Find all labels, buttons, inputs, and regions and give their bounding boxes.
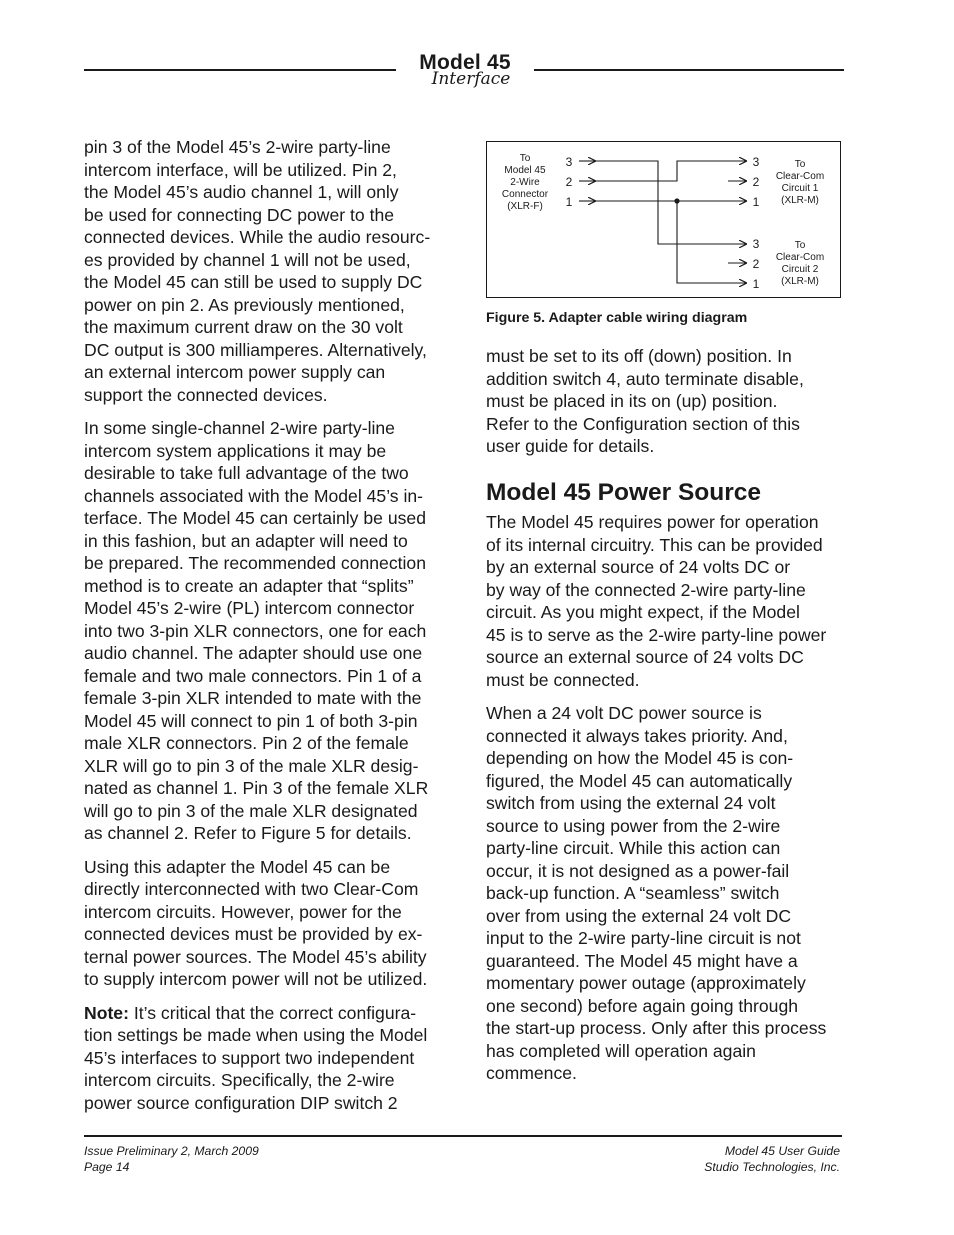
dest2-pin: 3 bbox=[752, 237, 760, 251]
text-line: male XLR connectors. Pin 2 of the female bbox=[84, 733, 409, 753]
text-line: channels associated with the Model 45’s in- bbox=[84, 485, 424, 506]
source-label-line: Model 45 bbox=[504, 165, 546, 176]
paragraph bbox=[486, 345, 854, 458]
text-line: an external intercom power supply can bbox=[84, 362, 386, 382]
text-line: desirable to take full advantage of the two bbox=[84, 463, 409, 483]
dest1-pin: 2 bbox=[752, 175, 760, 189]
text-line: Refer to the Configuration section of this bbox=[486, 413, 800, 434]
power-source-section bbox=[486, 511, 856, 1096]
text-line: back-up function. A “seamless” switch bbox=[486, 883, 780, 903]
figure-caption: Figure 5. Adapter cable wiring diagram bbox=[486, 310, 748, 326]
wire-pin1-branch bbox=[677, 201, 746, 283]
text-line: input to the 2-wire party-line circuit is not bbox=[486, 928, 801, 948]
wire-pin3 bbox=[595, 161, 746, 244]
source-label-line: Connector bbox=[501, 189, 549, 200]
text-line: will go to pin 3 of the male XLR designated bbox=[84, 800, 418, 821]
text-line: The Model 45 requires power for operation bbox=[486, 512, 819, 532]
text-line: terface. The Model 45 can certainly be used bbox=[84, 508, 426, 528]
paragraph bbox=[84, 856, 458, 991]
text-line: momentary power outage (approximately bbox=[486, 973, 806, 993]
text-line: has completed will operation again bbox=[486, 1040, 756, 1061]
source-label-line: (XLR-F) bbox=[507, 201, 543, 212]
guide-title: Model 45 User Guide bbox=[724, 1144, 840, 1158]
text-line: as channel 2. Refer to Figure 5 for details. bbox=[84, 823, 412, 843]
text-line: must be placed in its on (up) position. bbox=[486, 391, 778, 411]
text-line: circuit. As you might expect, if the Model bbox=[486, 602, 800, 622]
text-line: 45 is to serve as the 2-wire party-line power bbox=[486, 624, 827, 645]
dest2-pin: 2 bbox=[752, 257, 760, 271]
text-line: Using this adapter the Model 45 can be bbox=[84, 856, 391, 877]
page-number: Page 14 bbox=[84, 1160, 130, 1174]
text-line: source to using power from the 2-wire bbox=[486, 815, 781, 836]
dest2-label-line: To bbox=[794, 240, 806, 251]
source-pin: 2 bbox=[565, 175, 573, 189]
note-text: It’s critical that the correct configura- bbox=[128, 1002, 417, 1023]
text-line: addition switch 4, auto terminate disable, bbox=[486, 368, 804, 389]
dest2-label-line: Circuit 2 bbox=[781, 264, 819, 275]
text-line: intercom circuits. Specifically, the 2-wire bbox=[84, 1070, 395, 1090]
dest1-pin: 1 bbox=[752, 195, 760, 209]
footer-rule bbox=[84, 1135, 842, 1137]
text-line: guaranteed. The Model 45 might have a bbox=[486, 950, 798, 971]
text-line: source an external source of 24 volts DC bbox=[486, 647, 804, 667]
text-line: into two 3-pin XLR connectors, one for each bbox=[84, 620, 427, 641]
text-line: intercom interface, will be utilized. Pin 2, bbox=[84, 159, 397, 180]
header-title: Model 45 bbox=[419, 51, 511, 74]
text-line: the Model 45’s audio channel 1, will only bbox=[84, 182, 399, 202]
dest1-pin: 3 bbox=[752, 155, 760, 169]
text-line: figured, the Model 45 can automatically bbox=[486, 770, 793, 791]
text-line: power on pin 2. As previously mentioned, bbox=[84, 294, 405, 315]
text-line: party-line circuit. While this action can bbox=[486, 838, 781, 858]
junction-dot bbox=[674, 198, 679, 203]
text-line: the maximum current draw on the 30 volt bbox=[84, 317, 403, 337]
text-line: in this fashion, but an adapter will need to bbox=[84, 530, 408, 551]
text-line: Model 45 will connect to pin 1 of both 3-pin bbox=[84, 710, 418, 731]
dest1-label-line: (XLR-M) bbox=[781, 195, 819, 206]
text-line: connected it always takes priority. And, bbox=[486, 725, 788, 746]
text-line: must be connected. bbox=[486, 669, 640, 690]
footer-left bbox=[84, 1143, 259, 1175]
text-line: ternal power sources. The Model 45’s ability bbox=[84, 946, 427, 967]
text-line: pin 3 of the Model 45’s 2-wire party-line bbox=[84, 137, 391, 157]
text-line: switch from using the external 24 volt bbox=[486, 793, 776, 813]
text-line: must be set to its off (down) position. In bbox=[486, 346, 792, 366]
issue-text: Issue Preliminary 2, March 2009 bbox=[84, 1144, 259, 1158]
text-line: by way of the connected 2-wire party-line bbox=[486, 579, 806, 600]
paragraph bbox=[486, 511, 856, 691]
text-line: of its internal circuitry. This can be provided bbox=[486, 534, 823, 555]
wire-pin2 bbox=[595, 161, 746, 181]
paragraph bbox=[486, 702, 856, 1085]
text-line: audio channel. The adapter should use one bbox=[84, 643, 423, 663]
paragraph bbox=[84, 417, 458, 845]
footer-right bbox=[704, 1143, 840, 1175]
text-line: DC output is 300 milliamperes. Alternatively, bbox=[84, 339, 427, 360]
text-line: over from using the external 24 volt DC bbox=[486, 905, 792, 926]
text-line: female 3-pin XLR intended to mate with the bbox=[84, 688, 422, 708]
text-line: female and two male connectors. Pin 1 of a bbox=[84, 665, 422, 686]
text-line: XLR will go to pin 3 of the male XLR desig- bbox=[84, 755, 419, 776]
text-line: connected devices must be provided by ex- bbox=[84, 924, 423, 944]
header-rule-left bbox=[84, 69, 396, 71]
text-line: power source configuration DIP switch 2 bbox=[84, 1092, 398, 1113]
wiring-diagram-svg bbox=[487, 142, 842, 299]
text-line: intercom system applications it may be bbox=[84, 440, 387, 461]
dest1-label-line: To bbox=[794, 159, 806, 170]
header-logo bbox=[396, 52, 534, 87]
text-line: the start-up process. Only after this process bbox=[486, 1018, 827, 1038]
text-line: be prepared. The recommended connection bbox=[84, 553, 426, 573]
text-line: by an external source of 24 volts DC or bbox=[486, 557, 791, 577]
dest1-label-line: Circuit 1 bbox=[781, 183, 819, 194]
wiring-diagram bbox=[486, 141, 841, 298]
source-pin: 1 bbox=[565, 195, 573, 209]
dest2-label-line: (XLR-M) bbox=[781, 276, 819, 287]
source-label-line: 2-Wire bbox=[510, 177, 540, 188]
text-line: occur, it is not designed as a power-fail bbox=[486, 860, 790, 881]
section-heading: Model 45 Power Source bbox=[486, 479, 762, 506]
text-line: depending on how the Model 45 is con- bbox=[486, 748, 794, 768]
text-line: 45’s interfaces to support two independent bbox=[84, 1047, 415, 1068]
text-line: method is to create an adapter that “splits” bbox=[84, 575, 414, 596]
right-column-continued bbox=[486, 345, 854, 469]
text-line: In some single-channel 2-wire party-line bbox=[84, 418, 395, 438]
text-line: Model 45’s 2-wire (PL) intercom connector bbox=[84, 598, 415, 618]
paragraph bbox=[84, 136, 458, 406]
note-label: Note: bbox=[84, 1002, 129, 1023]
text-line bbox=[84, 1002, 458, 1025]
text-line: es provided by channel 1 will not be used, bbox=[84, 249, 411, 270]
text-line: nated as channel 1. Pin 3 of the female XLR bbox=[84, 778, 429, 798]
text-line: the Model 45 can still be used to supply DC bbox=[84, 272, 423, 292]
text-line: directly interconnected with two Clear-Com bbox=[84, 879, 419, 899]
header-rule-right bbox=[534, 69, 844, 71]
left-column bbox=[84, 136, 458, 1125]
company-name: Studio Technologies, Inc. bbox=[704, 1160, 840, 1174]
dest2-label-line: Clear-Com bbox=[775, 252, 825, 263]
text-line: tion settings be made when using the Model bbox=[84, 1025, 428, 1045]
text-line: intercom circuits. However, power for the bbox=[84, 901, 402, 922]
note-paragraph bbox=[84, 1002, 458, 1115]
dest2-pin: 1 bbox=[752, 277, 760, 291]
text-line: to supply intercom power will not be utilized. bbox=[84, 969, 428, 989]
text-line: support the connected devices. bbox=[84, 384, 328, 405]
text-line: one second) before again going through bbox=[486, 995, 799, 1016]
text-line: commence. bbox=[486, 1063, 577, 1083]
text-line: When a 24 volt DC power source is bbox=[486, 703, 762, 723]
dest1-label-line: Clear-Com bbox=[775, 171, 825, 182]
text-line: connected devices. While the audio resourc- bbox=[84, 227, 431, 247]
source-pin: 3 bbox=[565, 155, 573, 169]
text-line: be used for connecting DC power to the bbox=[84, 204, 395, 225]
source-label-line: To bbox=[519, 153, 531, 164]
header-subtitle: Interface bbox=[431, 69, 511, 89]
text-line: user guide for details. bbox=[486, 436, 655, 456]
